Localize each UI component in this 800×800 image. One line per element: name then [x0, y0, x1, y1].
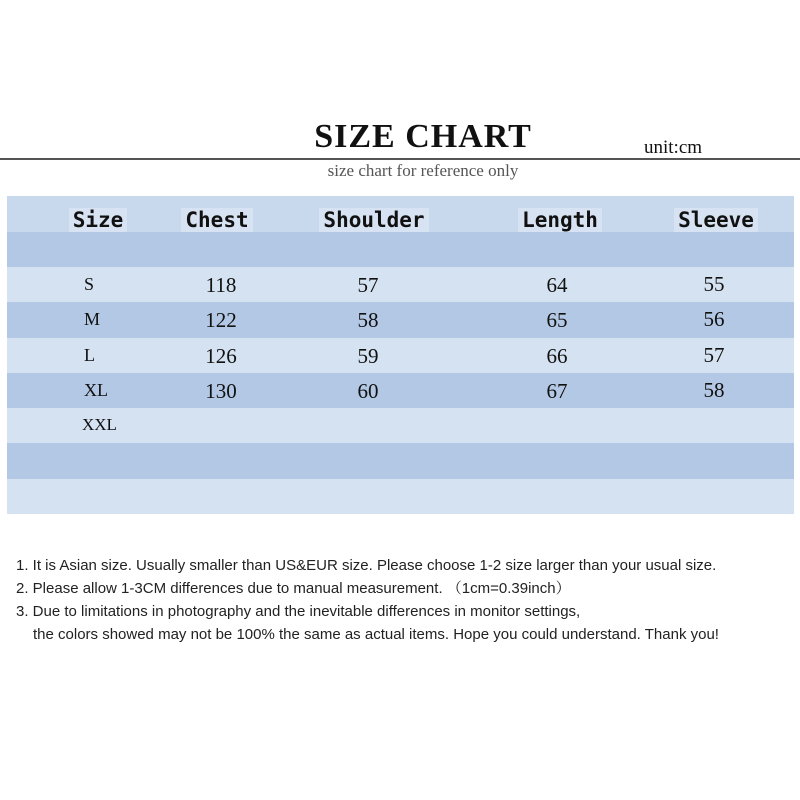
length-cell: 66 — [546, 344, 568, 368]
sleeve-cell: 57 — [703, 343, 725, 367]
length-cell: 64 — [546, 273, 568, 297]
sleeve-cell: 55 — [703, 272, 725, 296]
size-cell: XXL — [82, 415, 117, 434]
chest-cell: 126 — [205, 344, 237, 368]
unit-label: unit:cm — [644, 137, 703, 158]
chest-cell: 122 — [205, 308, 237, 332]
length-cell: 67 — [546, 379, 568, 403]
size-cell: S — [84, 274, 95, 294]
size-cell: L — [84, 345, 95, 365]
table-band — [7, 443, 794, 479]
shoulder-cell: 60 — [357, 379, 379, 403]
column-header-sleeve: Sleeve — [666, 202, 766, 238]
size-cell: M — [84, 309, 101, 329]
note-line-2: 2. Please allow 1-3CM differences due to manual measurement. （1cm=0.39inch） — [16, 580, 571, 597]
shoulder-cell: 57 — [357, 273, 379, 297]
length-cell: 65 — [546, 308, 568, 332]
size-notes — [16, 554, 800, 646]
note-line-3: 3. Due to limitations in photography and the inevitable differences in monitor settings, — [16, 603, 581, 620]
chest-cell: 130 — [205, 379, 237, 403]
shoulder-cell: 59 — [357, 344, 379, 368]
sleeve-cell: 58 — [703, 378, 725, 402]
shoulder-cell — [328, 409, 408, 443]
column-header-chest: Chest — [172, 202, 262, 238]
sleeve-cell: 56 — [703, 307, 725, 331]
column-header-length: Length — [510, 202, 610, 238]
note-line-4: the colors showed may not be 100% the same as actual items. Hope you could understand. Thank you! — [33, 626, 719, 643]
table-band — [7, 479, 794, 514]
sleeve-cell — [674, 408, 754, 442]
column-header-shoulder: Shoulder — [314, 202, 434, 238]
shoulder-cell: 58 — [357, 308, 379, 332]
title-divider — [0, 158, 800, 160]
length-cell — [517, 409, 597, 443]
chart-subtitle: size chart for reference only — [327, 161, 519, 180]
note-line-1: 1. It is Asian size. Usually smaller than US&EUR size. Please choose 1-2 size larger than your usual size. — [16, 557, 717, 574]
size-cell: XL — [84, 380, 108, 400]
chart-title: SIZE CHART — [314, 118, 532, 155]
column-header-size: Size — [58, 202, 138, 238]
chest-cell — [181, 409, 261, 443]
chest-cell: 118 — [205, 273, 237, 297]
